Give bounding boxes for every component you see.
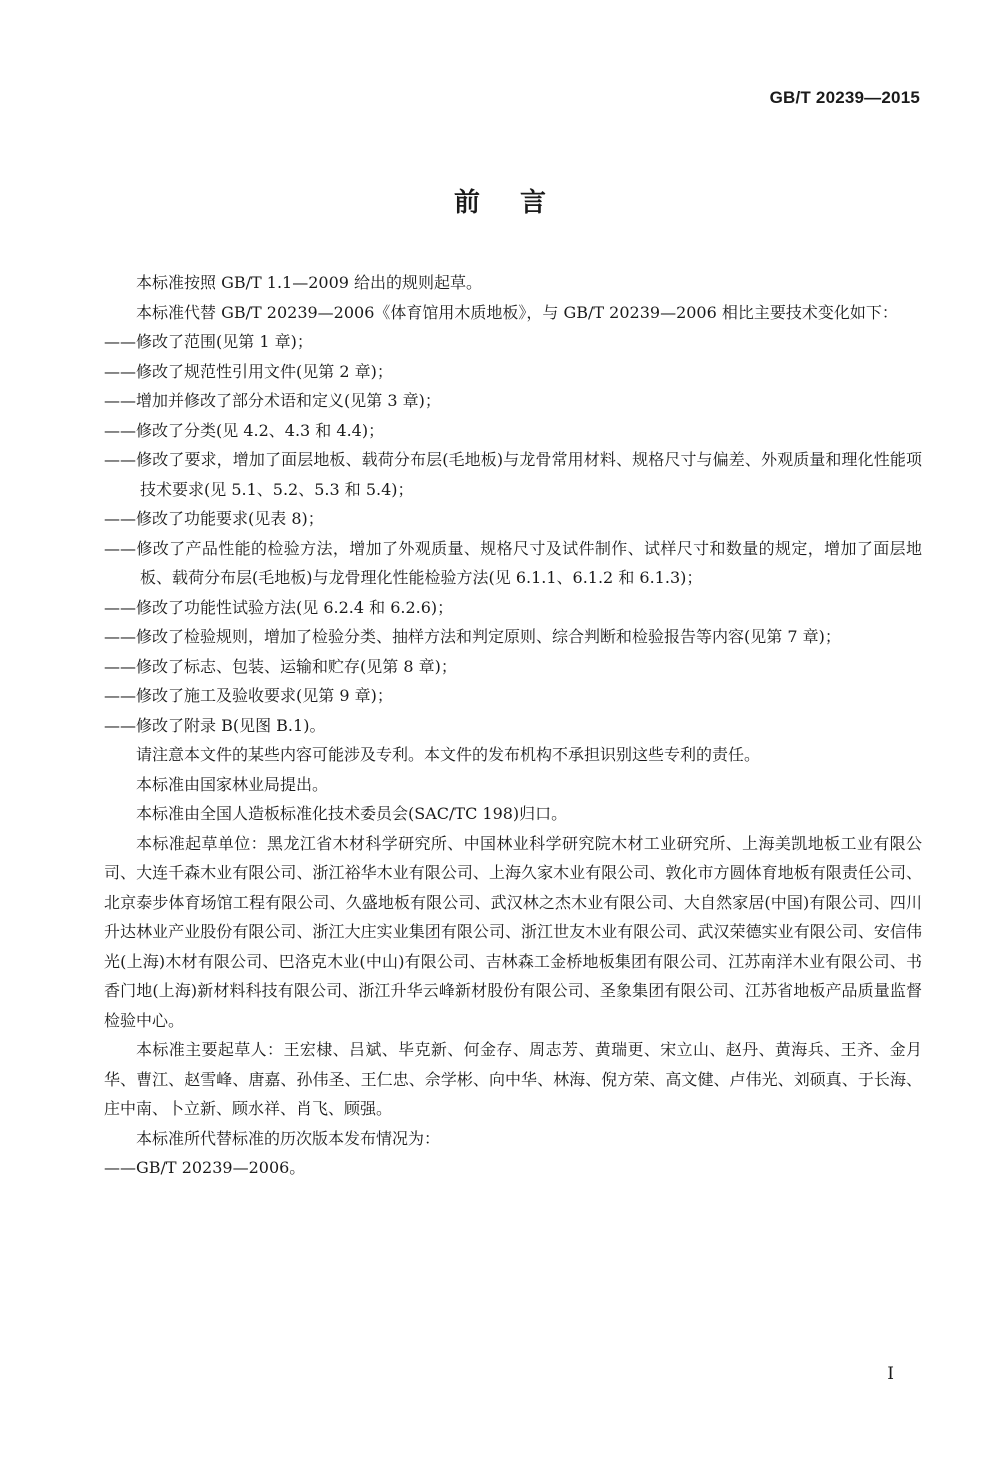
list-item: ——修改了规范性引用文件(见第 2 章)； bbox=[104, 361, 393, 381]
list-item: ——修改了功能性试验方法(见 6.2.4 和 6.2.6)； bbox=[104, 597, 454, 617]
history-list bbox=[104, 1153, 922, 1183]
proposer-statement: 本标准由国家林业局提出。 bbox=[136, 774, 329, 794]
list-item: ——修改了产品性能的检验方法，增加了外观质量、规格尺寸及试件制作、试样尺寸和数量的规定，增加了面层地板、载荷分布层(毛地板)与龙骨理化性能检验方法(见 6.1.1、6.1.2 和 6.1.3)； bbox=[104, 538, 922, 587]
list-item: ——修改了标志、包装、运输和贮存(见第 8 章)； bbox=[104, 656, 457, 676]
list-item: ——修改了分类(见 4.2、4.3 和 4.4)； bbox=[104, 420, 385, 440]
paragraph: 本标准代替 GB/T 20239—2006《体育馆用木质地板》，与 GB/T 20239—2006 相比主要技术变化如下： bbox=[136, 302, 898, 322]
committee-statement: 本标准由全国人造板标准化技术委员会(SAC/TC 198)归口。 bbox=[136, 804, 568, 823]
page-number: I bbox=[887, 1364, 894, 1384]
list-item: ——修改了附录 B(见图 B.1)。 bbox=[104, 715, 326, 735]
list-item: ——修改了范围(见第 1 章)； bbox=[104, 332, 313, 351]
history-intro: 本标准所代替标准的历次版本发布情况为： bbox=[136, 1128, 441, 1148]
list-item: ——增加并修改了部分术语和定义(见第 3 章)； bbox=[104, 391, 441, 410]
drafters: 本标准主要起草人：王宏棣、吕斌、毕克新、何金存、周志芳、黄瑞更、宋立山、赵丹、黄海兵、王齐、金月华、曹江、赵雪峰、唐嘉、孙伟圣、王仁忠、佘学彬、向中华、林海、倪方荣、高文健、卢伟光、刘硕真、于长海、庄中南、卜立新、顾水祥、肖飞、顾强。 bbox=[104, 1040, 922, 1118]
list-item: ——GB/T 20239—2006。 bbox=[104, 1158, 306, 1177]
list-item: ——修改了施工及验收要求(见第 9 章)； bbox=[104, 686, 393, 705]
page-title: 前言 bbox=[453, 188, 586, 218]
list-item: ——修改了检验规则，增加了检验分类、抽样方法和判定原则、综合判断和检验报告等内容(见第 7 章)； bbox=[104, 627, 841, 646]
list-item: ——修改了要求，增加了面层地板、载荷分布层(毛地板)与龙骨常用材料、规格尺寸与偏差、外观质量和理化性能项技术要求(见 5.1、5.2、5.3 和 5.4)； bbox=[104, 450, 922, 499]
standard-code: GB/T 20239—2015 bbox=[769, 88, 920, 107]
changes-list bbox=[104, 327, 922, 740]
paragraph: 本标准按照 GB/T 1.1—2009 给出的规则起草。 bbox=[136, 273, 483, 292]
list-item: ——修改了功能要求(见表 8)； bbox=[104, 509, 324, 528]
patent-notice: 请注意本文件的某些内容可能涉及专利。本文件的发布机构不承担识别这些专利的责任。 bbox=[136, 745, 761, 764]
drafting-units: 本标准起草单位：黑龙江省木材科学研究所、中国林业科学研究院木材工业研究所、上海美凯地板工业有限公司、大连千森木业有限公司、浙江裕华木业有限公司、上海久家木业有限公司、敦化市方圆体育地板有限责任公司、北京泰步体育场馆工程有限公司、久盛地板有限公司、武汉林之杰木业有限公司、大自然家居(中国)有限公司、四川升达林业产业股份有限公司、浙江大庄实业集团有限公司、浙江世友木业有限公司、武汉荣德实业有限公司、安信伟光(上海)木材有限公司、巴洛克木业(中山)有限公司、吉林森工金桥地板集团有限公司、江苏南洋木业有限公司、书香门地(上海)新材料科技有限公司、浙江升华云峰新材股份有限公司、圣象集团有限公司、江苏省地板产品质量监督检验中心。 bbox=[104, 833, 922, 1030]
foreword-body bbox=[104, 268, 922, 1183]
